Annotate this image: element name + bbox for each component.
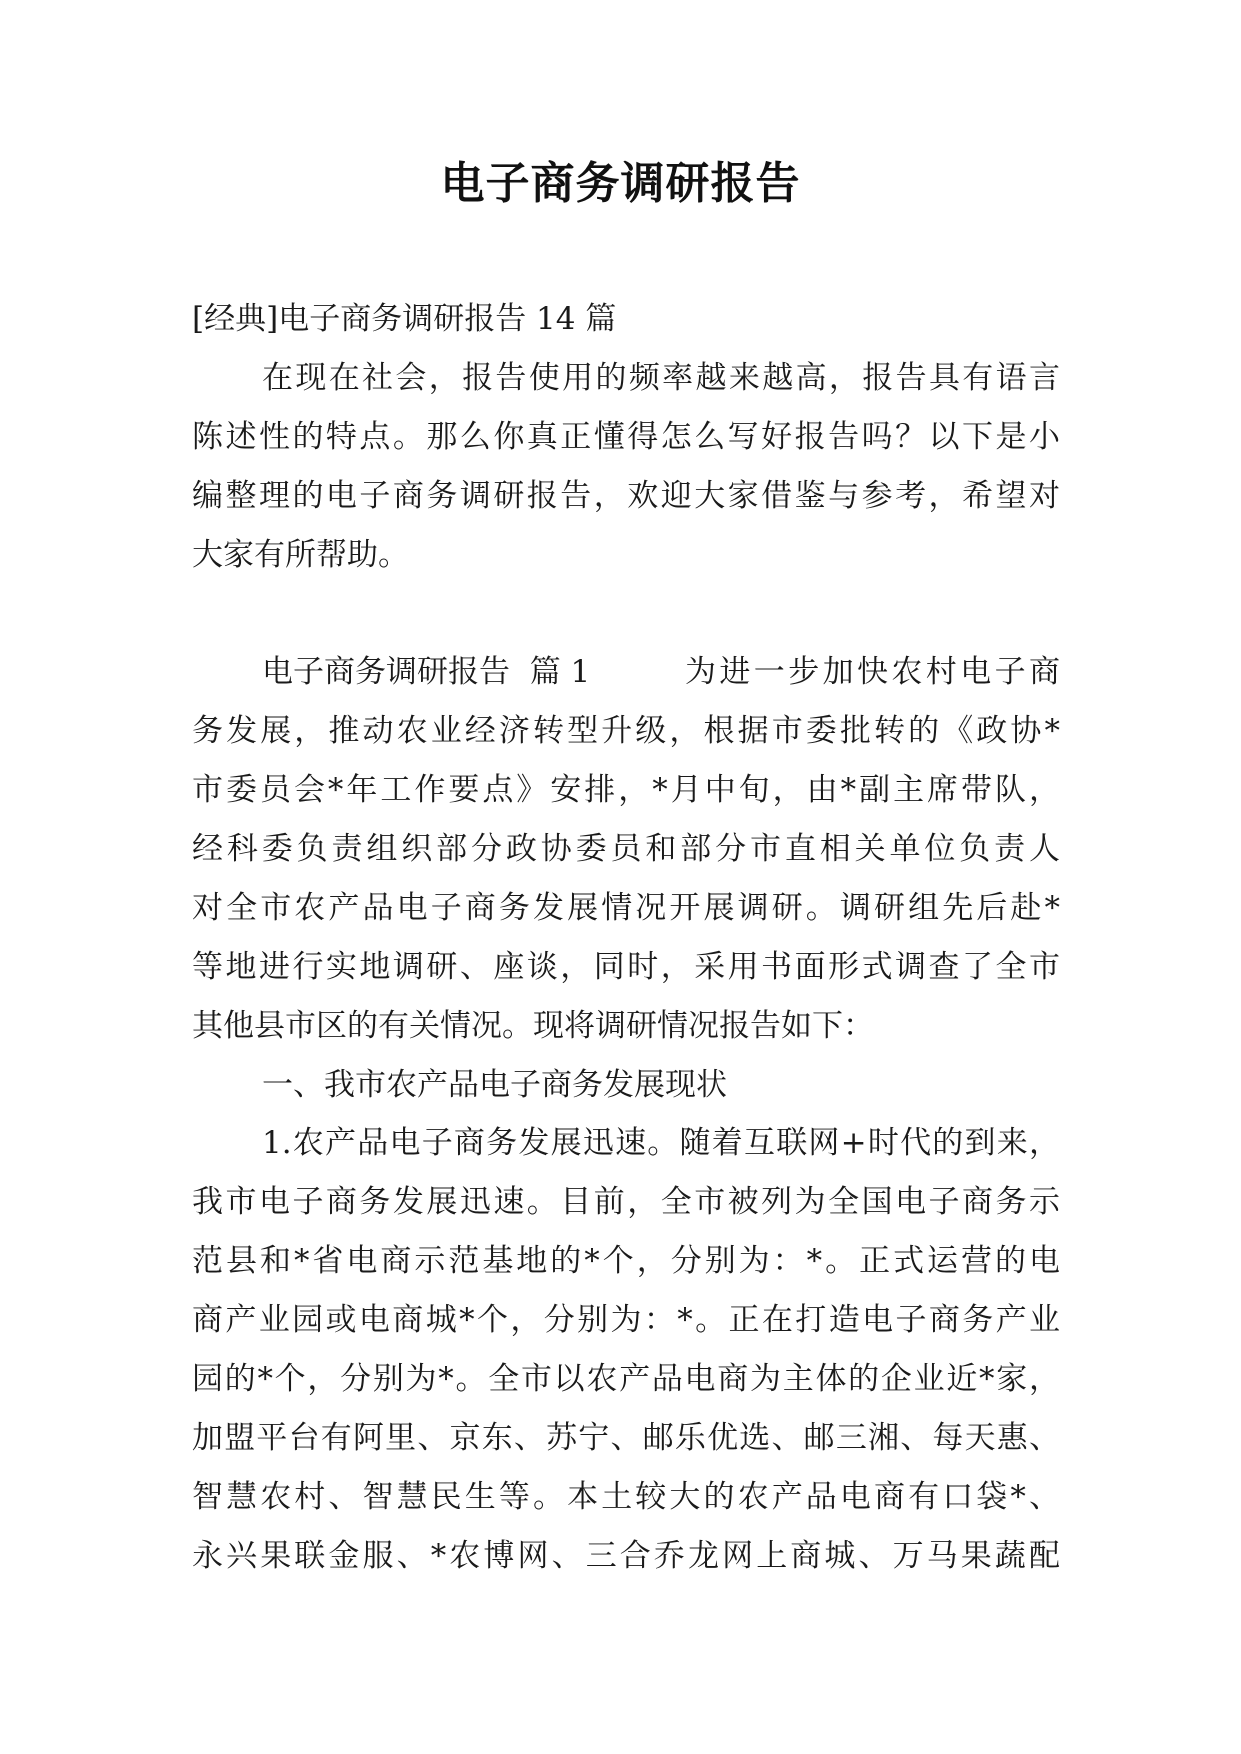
section-line: 对全市农产品电子商务发展情况开展调研。调研组先后赴* — [192, 889, 1060, 926]
intro-line: 在现在社会，报告使用的频率越来越高，报告具有语言 — [262, 359, 1060, 396]
section-line: 务发展，推动农业经济转型升级，根据市委批转的《政协* — [192, 713, 1060, 750]
part-heading: 一、我市农产品电子商务发展现状 — [262, 1066, 727, 1103]
intro-line: 陈述性的特点。那么你真正懂得怎么写好报告吗？以下是小 — [192, 418, 1060, 455]
point-line: 园的*个，分别为*。全市以农产品电商为主体的企业近*家， — [192, 1361, 1060, 1398]
point-line: 1.农产品电子商务发展迅速。随着互联网+时代的到来， — [262, 1125, 1060, 1162]
blank-line — [192, 584, 1060, 643]
point-line: 商产业园或电商城*个，分别为：*。正在打造电子商务产业 — [192, 1302, 1060, 1339]
section-heading: 电子商务调研报告 篇 1 — [262, 654, 591, 691]
section-heading-line — [192, 643, 1060, 702]
intro-line: 编整理的电子商务调研报告，欢迎大家借鉴与参考，希望对 — [192, 477, 1060, 514]
point-line: 我市电子商务发展迅速。目前，全市被列为全国电子商务示 — [192, 1184, 1060, 1221]
point-line: 范县和*省电商示范基地的*个，分别为：*。正式运营的电 — [192, 1243, 1060, 1280]
section-line: 其他县市区的有关情况。现将调研情况报告如下： — [192, 1007, 874, 1044]
point-line: 永兴果联金服、*农博网、三合乔龙网上商城、万马果蔬配 — [192, 1537, 1060, 1574]
page-title: 电子商务调研报告 — [440, 158, 801, 209]
point-line: 加盟平台有阿里、京东、苏宁、邮乐优选、邮三湘、每天惠、 — [192, 1419, 1060, 1456]
document-subtitle: [经典]电子商务调研报告 14 篇 — [192, 301, 617, 337]
section-line: 等地进行实地调研、座谈，同时，采用书面形式调查了全市 — [192, 948, 1060, 985]
section-line: 为进一步加快农村电子商 — [685, 654, 1060, 691]
point-line: 智慧农村、智慧民生等。本土较大的农产品电商有口袋*、 — [192, 1478, 1060, 1515]
section-line: 市委员会*年工作要点》安排，*月中旬，由*副主席带队， — [192, 772, 1060, 809]
section-line: 经科委负责组织部分政协委员和部分市直相关单位负责人 — [192, 831, 1060, 868]
intro-line: 大家有所帮助。 — [192, 536, 409, 573]
document-body — [192, 290, 1060, 1586]
